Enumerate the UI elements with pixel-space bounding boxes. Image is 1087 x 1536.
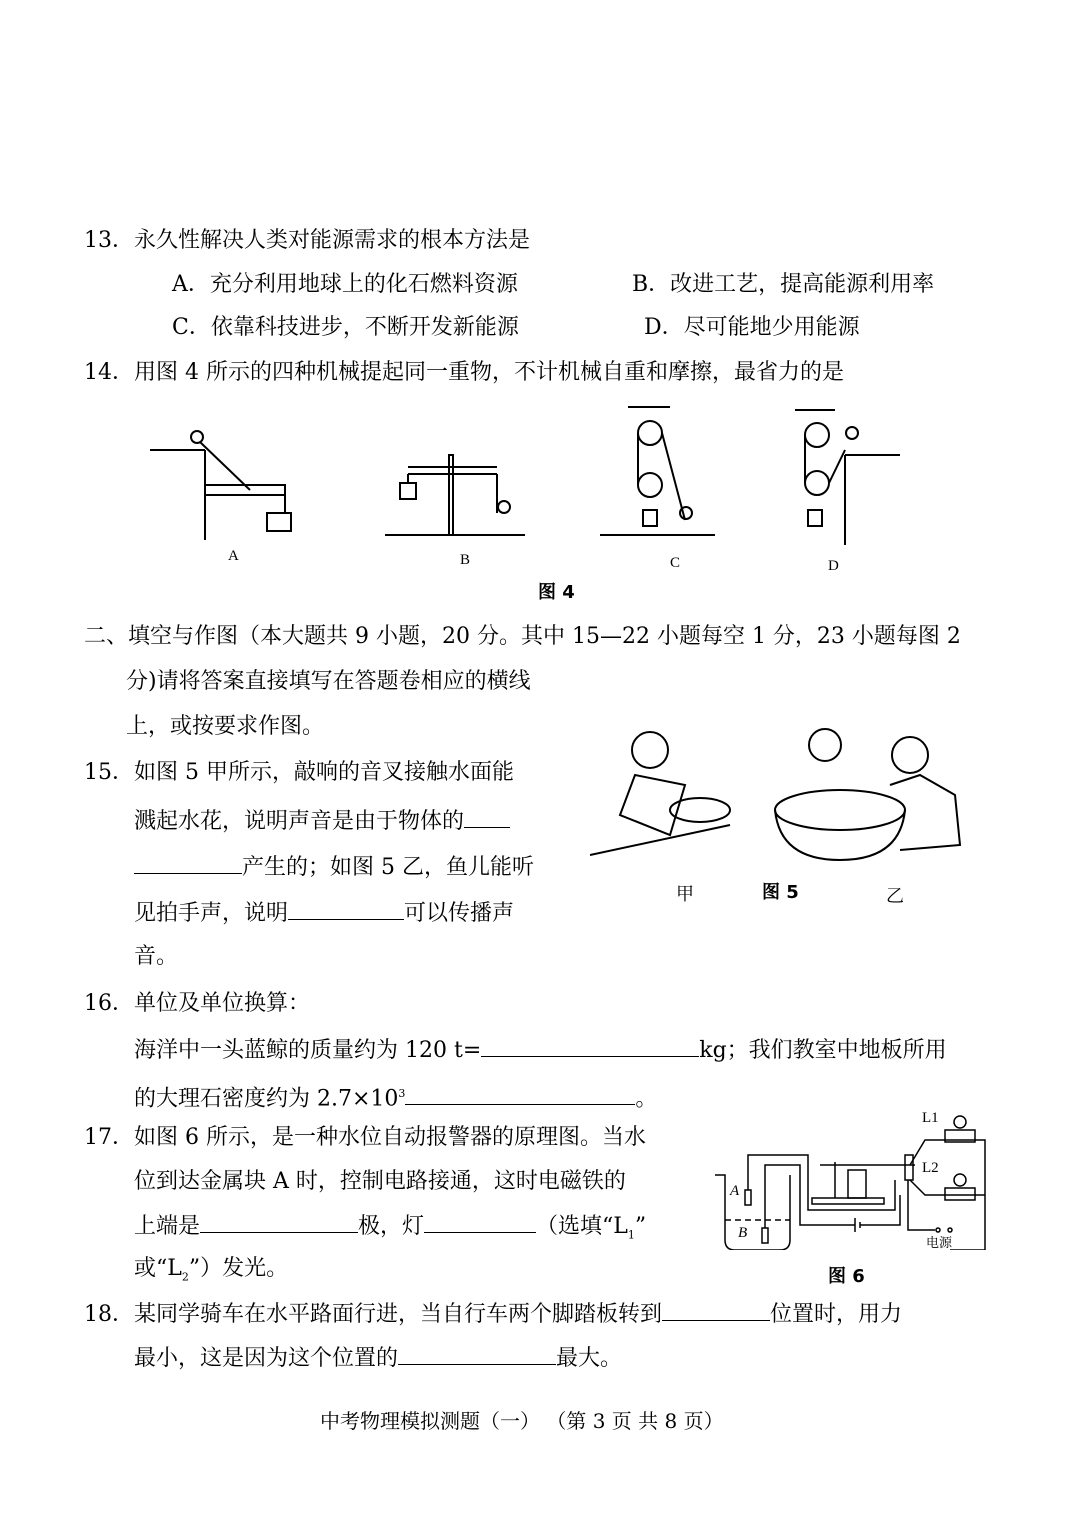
figure-4-diagram: [140, 395, 920, 565]
figure-4-caption: 图 4: [538, 582, 575, 603]
q14-stem: 14．用图 4 所示的四种机械提起同一重物，不计机械自重和摩擦，最省力的是: [84, 360, 844, 385]
fig4-label-b: B: [460, 552, 471, 568]
q16-text: 的大理石密度约为 2.7×10: [134, 1086, 399, 1112]
q16-line2: [134, 1034, 947, 1066]
q13-option-a: A．充分利用地球上的化石燃料资源: [172, 272, 518, 297]
subscript: 1: [627, 1228, 635, 1242]
fig6-label-b: B: [738, 1225, 748, 1241]
q18-text: 位置时，用力: [770, 1302, 903, 1327]
subscript: 2: [181, 1270, 189, 1284]
section2-heading-line3: 上，或按要求作图。: [126, 714, 325, 739]
page-footer: 中考物理模拟测题（一） （第 3 页 共 8 页）: [320, 1409, 724, 1433]
figure-5-caption: 图 5: [762, 882, 799, 903]
q17-line2: 位到达金属块 A 时，控制电路接通，这时电磁铁的: [134, 1169, 626, 1194]
fig4-label-a: A: [228, 548, 239, 564]
q15-text: 见拍手声，说明: [134, 901, 289, 926]
q13-option-b: B．改进工艺，提高能源利用率: [632, 272, 935, 297]
figure-5-illustration: [590, 715, 990, 865]
q18-line2: [134, 1342, 622, 1374]
q15-line5: 音。: [134, 944, 179, 969]
q17-line1: 17．如图 6 所示，是一种水位自动报警器的原理图。当水: [84, 1125, 646, 1150]
q17-line3: [134, 1210, 646, 1250]
superscript: 3: [398, 1087, 406, 1100]
q17-line4: [134, 1254, 288, 1292]
answer-blank[interactable]: [398, 1342, 556, 1365]
q18-text: 18．某同学骑车在水平路面行进，当自行车两个脚踏板转到: [84, 1302, 662, 1327]
q13-option-d: D．尽可能地少用能源: [644, 315, 860, 340]
q17-text: （选填“L: [536, 1214, 628, 1239]
answer-blank[interactable]: [481, 1034, 699, 1057]
figure-6-caption: 图 6: [828, 1266, 865, 1287]
q18-text: 最大。: [556, 1346, 623, 1371]
section2-heading-line1: 二、填空与作图（本大题共 9 小题，20 分。其中 15—22 小题每空 1 分，23 小题每图 2: [84, 624, 961, 649]
q17-text: ”）发光。: [188, 1256, 289, 1281]
answer-blank[interactable]: [134, 851, 242, 874]
q17-text: 或“L: [134, 1256, 182, 1281]
q18-text: 最小，这是因为这个位置的: [134, 1346, 399, 1371]
q15-text: 产生的；如图 5 乙，鱼儿能听: [242, 855, 534, 880]
answer-blank[interactable]: [424, 1210, 536, 1233]
q16-line1: 16．单位及单位换算：: [84, 991, 310, 1016]
q17-text: 上端是: [134, 1214, 201, 1239]
q15-text: 溅起水花，说明声音是由于物体的: [134, 809, 465, 834]
section2-heading-line2: 分)请将答案直接填写在答题卷相应的横线: [126, 669, 531, 694]
q16-text: 。: [635, 1086, 658, 1112]
q13-stem: 13．永久性解决人类对能源需求的根本方法是: [84, 228, 530, 253]
answer-blank[interactable]: [288, 897, 404, 920]
fig6-label-l2: L2: [922, 1160, 939, 1176]
q15-line4: [134, 897, 514, 929]
fig5-label-jia: 甲: [676, 884, 694, 905]
answer-blank[interactable]: [662, 1298, 770, 1321]
fig6-label-a: A: [730, 1183, 740, 1199]
fig6-label-l1: L1: [922, 1110, 939, 1126]
q17-text: 极，灯: [358, 1214, 425, 1239]
answer-blank[interactable]: [200, 1210, 358, 1233]
fig4-label-c: C: [670, 555, 681, 571]
q16-line3: [134, 1079, 657, 1114]
fig6-label-power: 电源: [926, 1235, 953, 1250]
fig5-label-yi: 乙: [886, 886, 904, 907]
q16-text: 海洋中一头蓝鲸的质量约为 120 t=: [134, 1038, 482, 1063]
q18-line1: [84, 1298, 902, 1330]
q17-text: ”: [634, 1214, 647, 1239]
q16-text: kg；我们教室中地板所用: [699, 1038, 947, 1063]
figure-6-circuit: [710, 1110, 1000, 1250]
answer-blank[interactable]: [464, 805, 510, 828]
answer-blank[interactable]: [405, 1082, 635, 1105]
q15-line3: [134, 851, 534, 883]
q13-option-c: C．依靠科技进步，不断开发新能源: [172, 315, 519, 340]
q15-text: 可以传播声: [404, 901, 515, 926]
q15-line1: 15．如图 5 甲所示，敲响的音叉接触水面能: [84, 760, 514, 785]
q15-line2: [134, 805, 510, 837]
fig4-label-d: D: [828, 558, 839, 574]
